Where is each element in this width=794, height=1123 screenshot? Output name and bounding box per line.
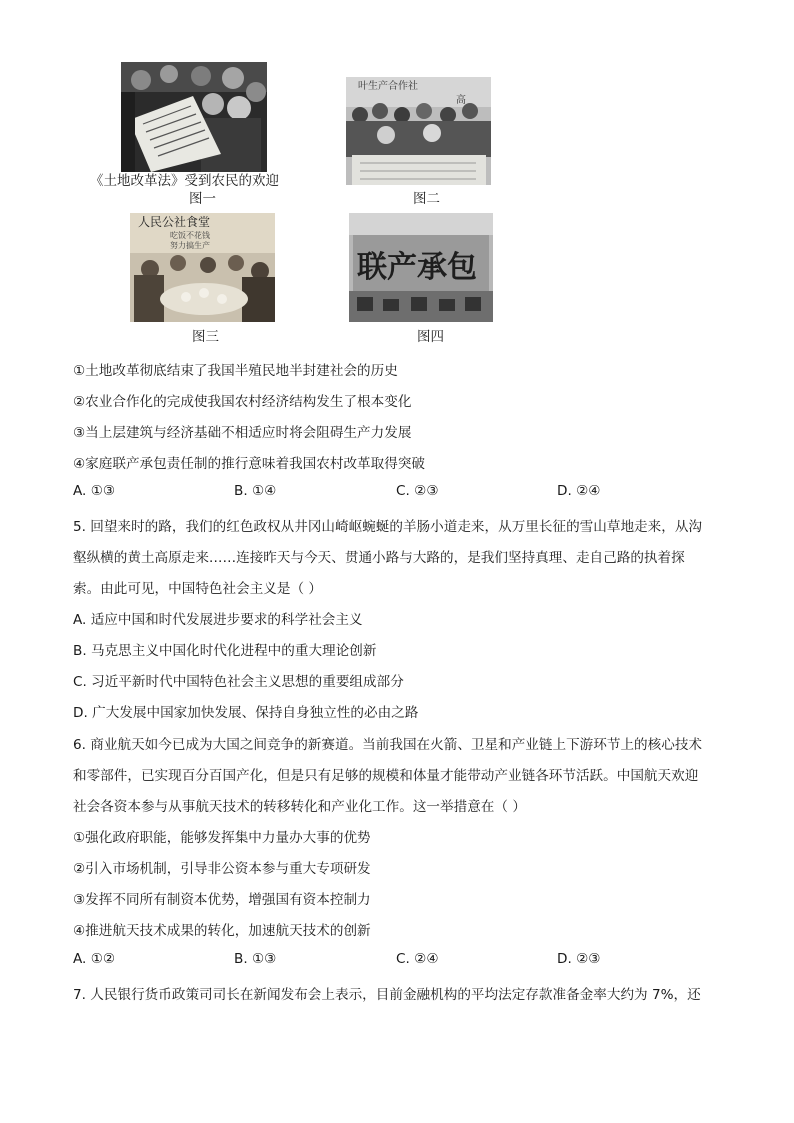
q6-stem-line-2: 和零部件，已实现百分百国产化，但是只有足够的规模和体量才能带动产业链各环节活跃。中国航天欢迎: [73, 768, 699, 784]
q4-statement-3: ③当上层建筑与经济基础不相适应时将会阻碍生产力发展: [73, 425, 412, 441]
figure-2-banner: 叶生产合作社: [358, 81, 418, 92]
figure-3-sign: 人民公社食堂: [138, 215, 211, 229]
q5-option-b[interactable]: B. 马克思主义中国化时代化进程中的重大理论创新: [73, 643, 377, 659]
q6-statement-1: ①强化政府职能，能够发挥集中力量办大事的优势: [73, 830, 371, 846]
q6-stem-line-3: 社会各资本参与从事航天技术的转移转化和产业化工作。这一举措意在（ ）: [73, 799, 526, 815]
q5-option-a[interactable]: A. 适应中国和时代发展进步要求的科学社会主义: [73, 612, 363, 628]
figure-1-photo: [121, 62, 267, 172]
figure-2-photo: [346, 77, 491, 185]
figure-4-photo: [349, 213, 493, 322]
q6-stem-line-1: 6. 商业航天如今已成为大国之间竞争的新赛道。当前我国在火箭、卫星和产业链上下游环节上的核心技术: [73, 737, 703, 753]
q4-statement-1: ①土地改革彻底结束了我国半殖民地半封建社会的历史: [73, 363, 398, 379]
q4-option-b[interactable]: B. ①④: [234, 483, 277, 499]
figure-1-overlay-title: 《土地改革法》受到农民的欢迎: [90, 173, 279, 189]
q6-statement-3: ③发挥不同所有制资本优势，增强国有资本控制力: [73, 892, 371, 908]
q5-stem-line-3: 索。由此可见，中国特色社会主义是（ ）: [73, 581, 323, 597]
q6-option-a[interactable]: A. ①②: [73, 951, 116, 967]
q5-stem-line-2: 壑纵横的黄土高原走来……连接昨天与今天、贯通小路与大路的，是我们坚持真理、走自己路的执着探: [73, 550, 685, 566]
q4-statement-4: ④家庭联产承包责任制的推行意味着我国农村改革取得突破: [73, 456, 426, 472]
figure-4-banner: 联产承包: [357, 250, 477, 285]
q6-option-b[interactable]: B. ①③: [234, 951, 277, 967]
figure-4-caption: 图四: [417, 329, 444, 345]
q4-statement-2: ②农业合作化的完成使我国农村经济结构发生了根本变化: [73, 394, 412, 410]
q6-option-c[interactable]: C. ②④: [396, 951, 439, 967]
q6-statement-2: ②引入市场机制，引导非公资本参与重大专项研发: [73, 861, 371, 877]
figure-1-caption: 图一: [189, 191, 216, 207]
figure-3-caption: 图三: [192, 329, 219, 345]
q6-option-d[interactable]: D. ②③: [557, 951, 601, 967]
q6-statement-4: ④推进航天技术成果的转化，加速航天技术的创新: [73, 923, 371, 939]
q4-option-d[interactable]: D. ②④: [557, 483, 601, 499]
figure-3-photo: [130, 213, 275, 322]
figure-3-sign-line2: 努力搞生产: [170, 241, 210, 250]
q4-option-a[interactable]: A. ①③: [73, 483, 116, 499]
q5-option-d[interactable]: D. 广大发展中国家加快发展、保持自身独立性的必由之路: [73, 705, 419, 721]
q7-stem-line-1: 7. 人民银行货币政策司司长在新闻发布会上表示，目前金融机构的平均法定存款准备金率大约为 7%，还: [73, 987, 701, 1003]
q4-option-c[interactable]: C. ②③: [396, 483, 439, 499]
figure-3-sign-line1: 吃饭不花钱: [170, 231, 210, 240]
q5-option-c[interactable]: C. 习近平新时代中国特色社会主义思想的重要组成部分: [73, 674, 404, 690]
figure-2-caption: 图二: [413, 191, 440, 207]
figure-2-banner-second: 高: [456, 95, 466, 106]
q5-stem-line-1: 5. 回望来时的路，我们的红色政权从井冈山崎岖蜿蜒的羊肠小道走来，从万里长征的雪山草地走来，从沟: [73, 519, 703, 535]
